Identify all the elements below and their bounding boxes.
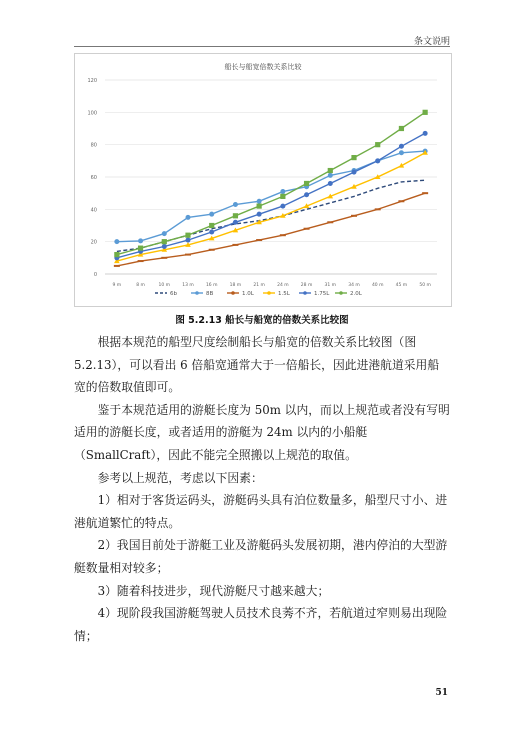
data-point bbox=[304, 181, 309, 186]
x-tick-label: 13 m bbox=[182, 283, 194, 288]
data-point bbox=[256, 239, 262, 241]
figure-caption: 图 5.2.13 船长与船宽的倍数关系比较图 bbox=[175, 315, 349, 326]
data-point bbox=[162, 244, 167, 249]
header-rule bbox=[74, 46, 450, 47]
data-point bbox=[114, 239, 119, 244]
x-tick-label: 21 m bbox=[253, 283, 265, 288]
paragraph: 4）现阶段我国游艇驾驶人员技术良莠不齐，若航道过窄则易出现险情； bbox=[74, 606, 448, 643]
body-text bbox=[74, 331, 450, 647]
data-point bbox=[375, 208, 381, 210]
data-point bbox=[162, 231, 167, 236]
x-tick-label: 16 m bbox=[205, 283, 218, 288]
data-point bbox=[233, 220, 238, 225]
data-point bbox=[209, 249, 215, 251]
page-number: 51 bbox=[435, 688, 448, 698]
paragraph: 参考以上规范，考虑以下因素： bbox=[97, 470, 263, 485]
x-tick-label: 28 m bbox=[300, 283, 313, 288]
data-point bbox=[328, 168, 333, 173]
x-tick-label: 40 m bbox=[371, 283, 384, 288]
data-point bbox=[352, 170, 357, 175]
data-point bbox=[232, 244, 238, 246]
paragraph: 根据本规范的船型尺度绘制船长与船宽的倍数关系比较图（图 5.2.13），可以看出 6 倍船宽通常大于一倍船长，因此进港航道采用船宽的倍数取值即可。 bbox=[74, 335, 440, 395]
legend-label: 8B bbox=[206, 291, 214, 297]
paragraph: 1）相对于客货运码头，游艇码头具有泊位数量多，船型尺寸小、进港航道繁忙的特点。 bbox=[74, 493, 448, 530]
y-tick-label: 0 bbox=[93, 272, 97, 278]
data-point bbox=[399, 126, 404, 131]
x-tick-label: 45 m bbox=[395, 283, 408, 288]
data-point bbox=[257, 199, 262, 204]
x-tick-label: 31 m bbox=[324, 283, 337, 288]
data-point bbox=[186, 238, 191, 243]
x-tick-label: 9 m bbox=[112, 283, 122, 288]
paragraph: 鉴于本规范适用的游艇长度为 50m 以内，而以上规范或者没有写明适用的游艇长度，或者适用的游艇为 24m 以内的小船艇（SmallCraft），因此不能完全照搬以上规范的取值。 bbox=[74, 402, 450, 462]
legend-marker bbox=[339, 291, 343, 295]
data-point bbox=[161, 257, 167, 259]
x-tick-label: 24 m bbox=[277, 283, 289, 288]
legend-marker bbox=[303, 291, 307, 295]
data-point bbox=[186, 215, 191, 220]
x-tick-label: 50 m bbox=[419, 283, 431, 288]
series-line bbox=[117, 193, 425, 266]
data-point bbox=[399, 144, 404, 149]
data-point bbox=[185, 233, 190, 238]
y-tick-label: 60 bbox=[90, 175, 97, 181]
data-point bbox=[233, 202, 238, 207]
paragraph: 3）随着科技进步，现代游艇尺寸越来越大； bbox=[97, 583, 330, 598]
legend-label: 1.0L bbox=[242, 291, 254, 297]
data-point bbox=[423, 131, 428, 136]
x-tick-label: 34 m bbox=[348, 283, 360, 288]
data-point bbox=[422, 192, 428, 194]
legend-marker bbox=[231, 291, 235, 295]
data-point bbox=[114, 252, 119, 257]
y-tick-label: 20 bbox=[90, 239, 97, 246]
data-point bbox=[233, 213, 238, 218]
data-point bbox=[162, 239, 167, 244]
data-point bbox=[257, 204, 262, 209]
data-point bbox=[327, 221, 333, 223]
x-tick-label: 18 m bbox=[229, 283, 242, 288]
running-header-label: 条文说明 bbox=[413, 37, 450, 47]
data-point bbox=[280, 204, 285, 209]
y-tick-label: 80 bbox=[90, 142, 97, 149]
data-point bbox=[304, 228, 310, 230]
line-chart bbox=[75, 54, 451, 306]
data-point bbox=[398, 200, 404, 202]
legend-label: 1.75L bbox=[314, 291, 330, 297]
data-point bbox=[399, 150, 404, 155]
chart-frame bbox=[74, 53, 452, 307]
series-line bbox=[117, 151, 425, 242]
data-point bbox=[375, 158, 380, 163]
y-tick-label: 120 bbox=[87, 78, 97, 84]
data-point bbox=[351, 215, 357, 217]
data-point bbox=[209, 212, 214, 217]
y-tick-label: 40 bbox=[90, 207, 97, 214]
legend-label: 6b bbox=[170, 291, 177, 297]
legend-label: 1.5L bbox=[278, 291, 290, 297]
data-point bbox=[375, 142, 380, 147]
data-point bbox=[328, 181, 333, 186]
data-point bbox=[423, 110, 428, 115]
data-point bbox=[280, 189, 285, 194]
y-tick-label: 100 bbox=[87, 110, 97, 117]
data-point bbox=[351, 155, 356, 160]
data-point bbox=[138, 238, 143, 243]
data-point bbox=[280, 234, 286, 236]
data-point bbox=[138, 260, 144, 262]
x-tick-label: 8 m bbox=[136, 283, 145, 288]
data-point bbox=[257, 212, 262, 217]
data-point bbox=[209, 229, 214, 234]
x-tick-label: 10 m bbox=[158, 283, 171, 288]
data-point bbox=[280, 194, 285, 199]
legend-marker bbox=[195, 291, 199, 295]
data-point bbox=[328, 173, 333, 178]
data-point bbox=[304, 192, 309, 197]
chart-title: 船长与船宽倍数关系比较 bbox=[224, 63, 302, 71]
data-point bbox=[185, 254, 191, 256]
paragraph: 2）我国目前处于游艇工业及游艇码头发展初期，港内停泊的大型游艇数量相对较多； bbox=[74, 538, 448, 575]
data-point bbox=[209, 223, 214, 228]
legend-marker bbox=[267, 291, 271, 295]
data-point bbox=[114, 265, 120, 267]
legend-label: 2.0L bbox=[350, 291, 362, 297]
data-point bbox=[138, 246, 143, 251]
